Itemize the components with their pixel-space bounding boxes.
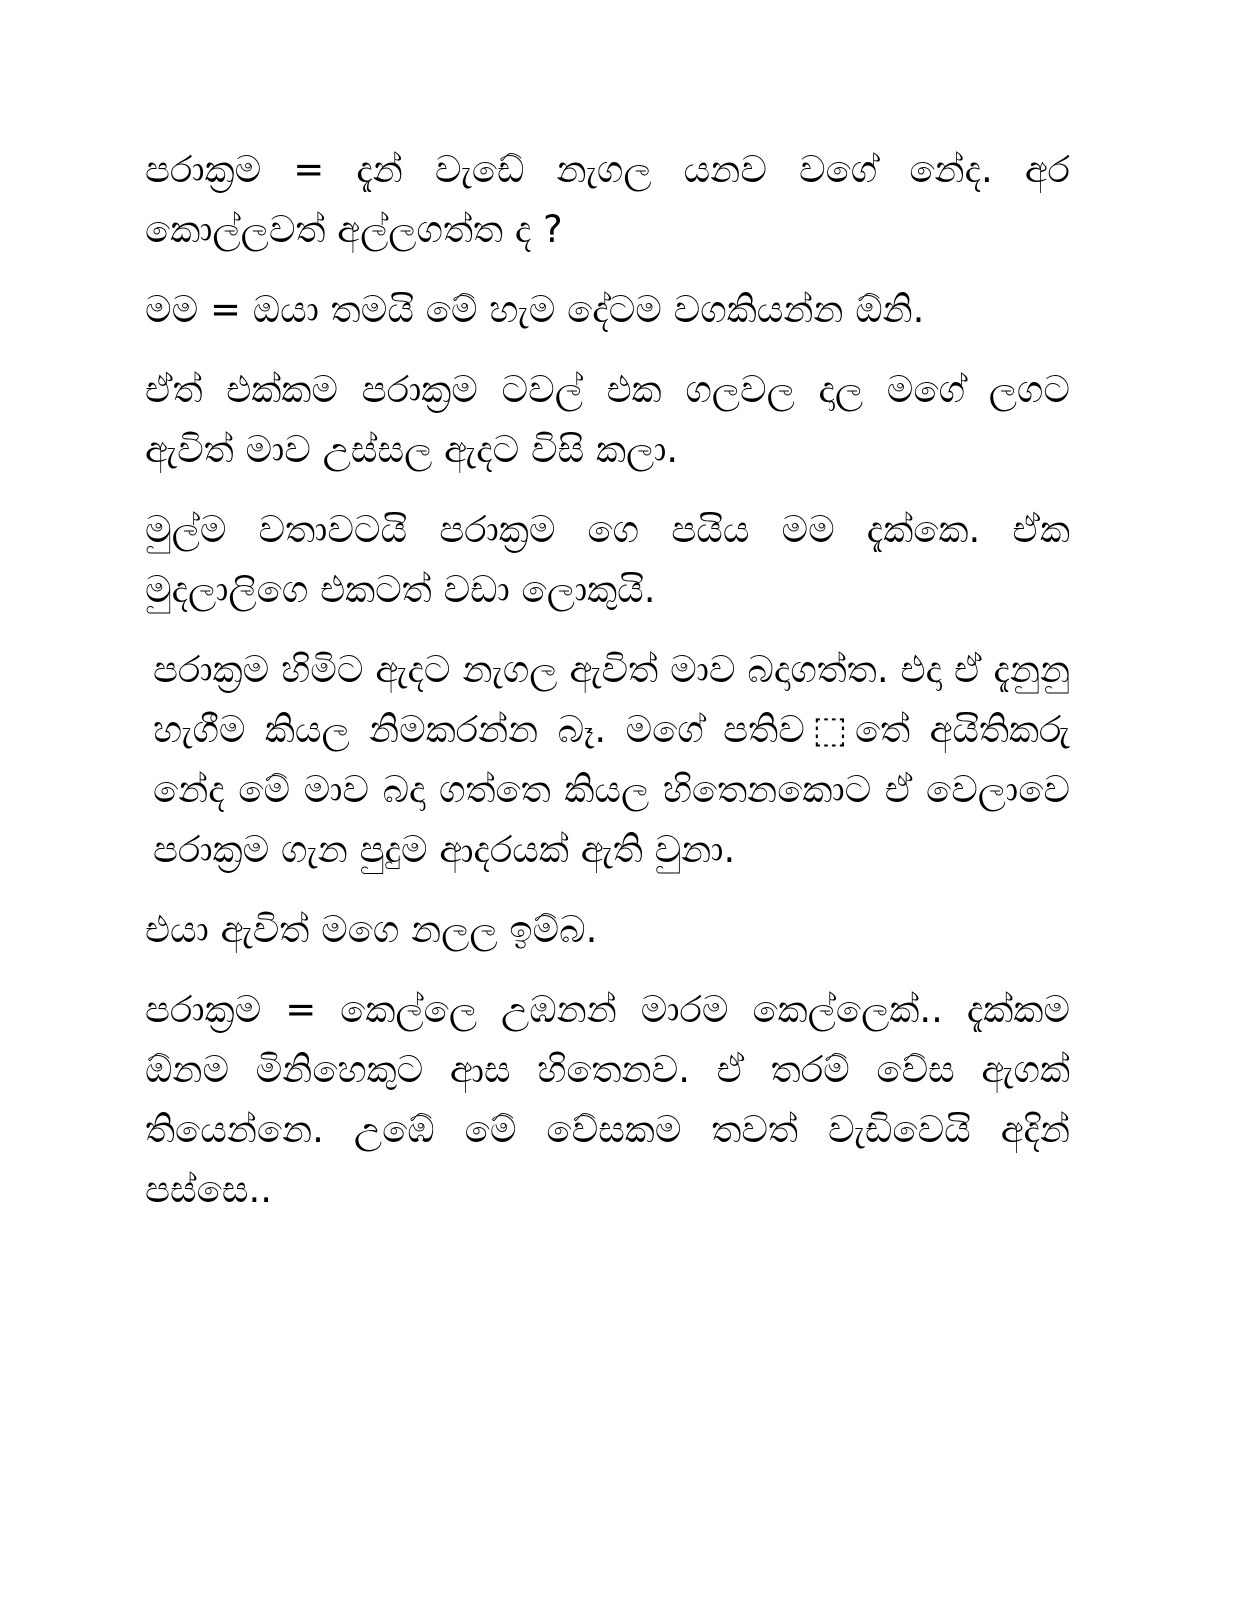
narrative-paragraph: මුල්ම වතාවටයි පරාක්‍රම ගෙ පයිය මම දැක්කෙ. ඒක මුදලාලිගෙ එකටත් වඩා ලොකුයි. bbox=[145, 508, 1070, 611]
narrative-paragraph: එයා ඇවිත් මගෙ නලල ඉම්බ. bbox=[145, 908, 598, 951]
dialogue-paragraph: පරාක්‍රම = කෙල්ලෙ උඹනන් මාරම කෙල්ලෙක්.. දැක්කම ඕනම මිනිහෙකුට ආස හිතෙනව. ඒ තරම් වේස ඇගක් තියෙන්නෙ. උඹේ මේ වේසකම තවත් වැඩිවෙයි අදින් පස්සෙ.. bbox=[145, 988, 1070, 1211]
dialogue-paragraph: මම = ඔයා තමයි මේ හැම දේටම වගකියන්න ඕනි. bbox=[145, 288, 925, 331]
dialogue-paragraph: පරාක්‍රම = දැන් වැඩේ නැගල යනව වගේ නේද. අර කොල්ලවත් අල්ලගත්ත ද ? bbox=[145, 148, 1070, 251]
narrative-paragraph: පරාක්‍රම හිමිට ඇදට නැගල ඇවිත් මාව බදාගත්ත. එදා ඒ දැනුනු හැගීම කියල නිමකරන්න බෑ. මගේ පතිව⬚තේ අයිතිකරු නේද මේ මාව බදා ගත්තෙ කියල හිතෙනකොට ඒ වෙලාවෙ පරාක්‍රම ගැන පුදුම ආදරයක් ඇති වුනා. bbox=[153, 648, 1070, 871]
document-page bbox=[145, 140, 1070, 1240]
narrative-paragraph: ඒත් එක්කම පරාක්‍රම ටවල් එක ගලවල දාල මගේ ලගට ඇවිත් මාව උස්සල ඇදට විසි කලා. bbox=[145, 368, 1070, 471]
